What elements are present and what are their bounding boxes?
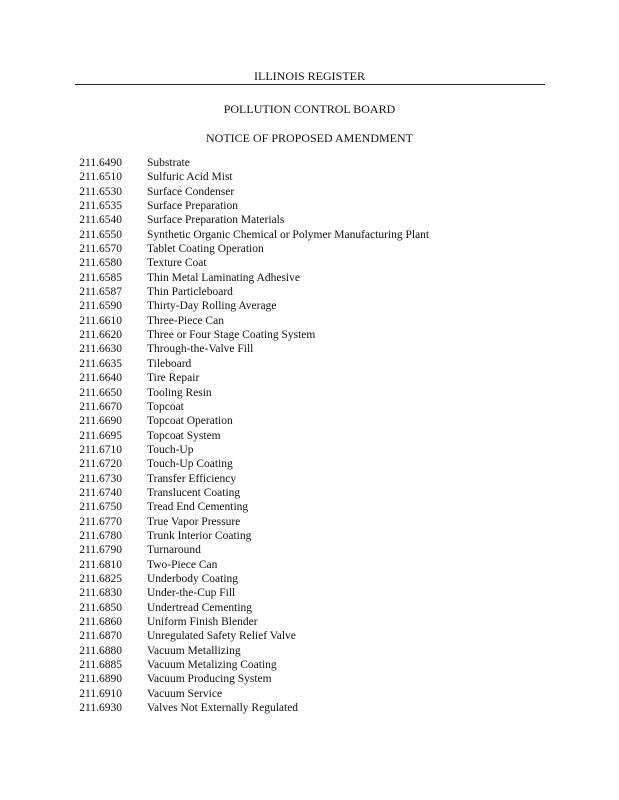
section-number: 211.6770: [79, 515, 122, 528]
list-item: [0, 185, 619, 199]
defined-term: Topcoat Operation: [147, 415, 233, 428]
defined-term: True Vapor Pressure: [147, 515, 241, 528]
section-number: 211.6890: [79, 673, 122, 686]
list-item: [0, 228, 619, 242]
list-item: [0, 285, 619, 299]
section-number: 211.6880: [79, 644, 122, 657]
defined-term: Tread End Cementing: [147, 501, 249, 514]
notice-title: NOTICE OF PROPOSED AMENDMENT: [205, 131, 414, 145]
defined-term: Vacuum Metalizing Coating: [147, 659, 277, 672]
section-number: 211.6510: [79, 171, 122, 184]
section-number: 211.6610: [79, 314, 122, 327]
defined-term: Vacuum Service: [147, 687, 223, 700]
defined-term: Tablet Coating Operation: [147, 243, 264, 256]
section-number: 211.6790: [79, 544, 122, 557]
list-item: [0, 529, 619, 543]
defined-term: Touch-Up: [147, 443, 194, 456]
list-item: [0, 672, 619, 686]
defined-term: Thin Particleboard: [147, 286, 233, 299]
section-number: 211.6620: [79, 329, 122, 342]
defined-term: Topcoat: [147, 400, 184, 413]
defined-term: Uniform Finish Blender: [147, 616, 258, 628]
list-item: [0, 342, 619, 356]
defined-term: Translucent Coating: [147, 486, 241, 499]
defined-term: Undertread Cementing: [147, 601, 253, 614]
list-item: [0, 170, 619, 184]
defined-term: Surface Preparation Materials: [147, 214, 285, 227]
section-number: 211.6650: [79, 386, 122, 399]
section-number: 211.6635: [79, 357, 122, 370]
section-number: 211.6910: [79, 687, 122, 700]
defined-term: Vacuum Metallizing: [147, 644, 241, 657]
list-item: [0, 472, 619, 486]
defined-term: Through-the-Valve Fill: [147, 343, 254, 356]
list-item: [0, 156, 619, 170]
list-item: [0, 386, 619, 400]
section-number: 211.6585: [79, 271, 122, 284]
section-number: 211.6730: [79, 472, 122, 485]
defined-term: Texture Coat: [147, 257, 207, 270]
section-number: 211.6780: [79, 529, 122, 542]
section-number: 211.6690: [79, 415, 122, 428]
list-item: [0, 299, 619, 313]
defined-term: Thin Metal Laminating Adhesive: [147, 271, 300, 284]
list-item: [0, 601, 619, 615]
defined-term: Sulfuric Acid Mist: [147, 171, 233, 184]
defined-term: Tileboard: [147, 357, 192, 370]
section-number: 211.6810: [79, 558, 122, 571]
defined-term: Valves Not Externally Regulated: [147, 702, 299, 715]
defined-term: Trunk Interior Coating: [147, 529, 252, 542]
section-number: 211.6490: [79, 157, 122, 169]
list-item: [0, 429, 619, 443]
list-item: [0, 658, 619, 672]
defined-term: Unregulated Safety Relief Valve: [147, 630, 296, 643]
defined-term: Surface Condenser: [147, 185, 235, 198]
section-number: 211.6860: [79, 616, 122, 628]
list-item: [0, 371, 619, 385]
defined-term: Thirty-Day Rolling Average: [147, 300, 277, 313]
defined-term: Underbody Coating: [147, 572, 239, 585]
list-item: [0, 558, 619, 572]
list-item: [0, 644, 619, 658]
list-item: [0, 515, 619, 529]
list-item: [0, 572, 619, 586]
list-item: [0, 314, 619, 328]
section-number: 211.6825: [79, 572, 122, 585]
section-number: 211.6740: [79, 486, 122, 499]
list-item: [0, 213, 619, 227]
list-item: [0, 500, 619, 514]
list-item: [0, 629, 619, 643]
section-number: 211.6750: [79, 501, 122, 514]
register-title: ILLINOIS REGISTER: [254, 69, 365, 83]
section-number: 211.6870: [79, 630, 122, 643]
defined-term: Two-Piece Can: [147, 558, 218, 571]
defined-term: Synthetic Organic Chemical or Polymer Manufacturing Plant: [147, 228, 430, 241]
section-number: 211.6550: [79, 228, 122, 241]
section-number: 211.6695: [79, 429, 122, 442]
section-number: 211.6570: [79, 243, 122, 256]
section-number: 211.6590: [79, 300, 122, 313]
list-item: [0, 357, 619, 371]
list-item: [0, 586, 619, 600]
section-number: 211.6530: [79, 185, 122, 198]
list-item: [0, 687, 619, 701]
section-number: 211.6587: [79, 286, 122, 299]
header-divider: [75, 84, 545, 85]
list-item: [0, 443, 619, 457]
section-number: 211.6885: [79, 659, 122, 672]
section-number: 211.6670: [79, 400, 122, 413]
defined-term: Surface Preparation: [147, 200, 239, 213]
list-item: [0, 400, 619, 414]
section-number: 211.6720: [79, 458, 122, 471]
list-item: [0, 271, 619, 285]
defined-term: Touch-Up Coating: [147, 458, 233, 471]
defined-term: Substrate: [147, 157, 190, 169]
defined-term: Topcoat System: [147, 429, 221, 442]
section-number: 211.6930: [79, 702, 122, 715]
list-item: [0, 615, 619, 629]
list-item: [0, 701, 619, 715]
defined-term: Under-the-Cup Fill: [147, 587, 236, 600]
defined-term: Tire Repair: [147, 372, 200, 385]
list-item: [0, 457, 619, 471]
list-item: [0, 543, 619, 557]
section-number: 211.6630: [79, 343, 122, 356]
list-item: [0, 328, 619, 342]
section-number: 211.6710: [79, 443, 122, 456]
section-number: 211.6535: [79, 200, 122, 213]
defined-term: Vacuum Producing System: [147, 673, 272, 686]
list-item: [0, 414, 619, 428]
section-number: 211.6830: [79, 587, 122, 600]
section-number: 211.6640: [79, 372, 122, 385]
list-item: [0, 256, 619, 270]
defined-term: Transfer Efficiency: [147, 472, 237, 485]
defined-term: Three-Piece Can: [147, 314, 224, 327]
defined-term: Tooling Resin: [147, 386, 212, 399]
list-item: [0, 242, 619, 256]
section-number: 211.6580: [79, 257, 122, 270]
list-item: [0, 199, 619, 213]
defined-term: Turnaround: [147, 544, 201, 557]
defined-term: Three or Four Stage Coating System: [147, 329, 316, 342]
section-number: 211.6850: [79, 601, 122, 614]
board-name: POLLUTION CONTROL BOARD: [223, 102, 396, 116]
section-number: 211.6540: [79, 214, 122, 227]
definition-list: [0, 156, 619, 715]
list-item: [0, 486, 619, 500]
